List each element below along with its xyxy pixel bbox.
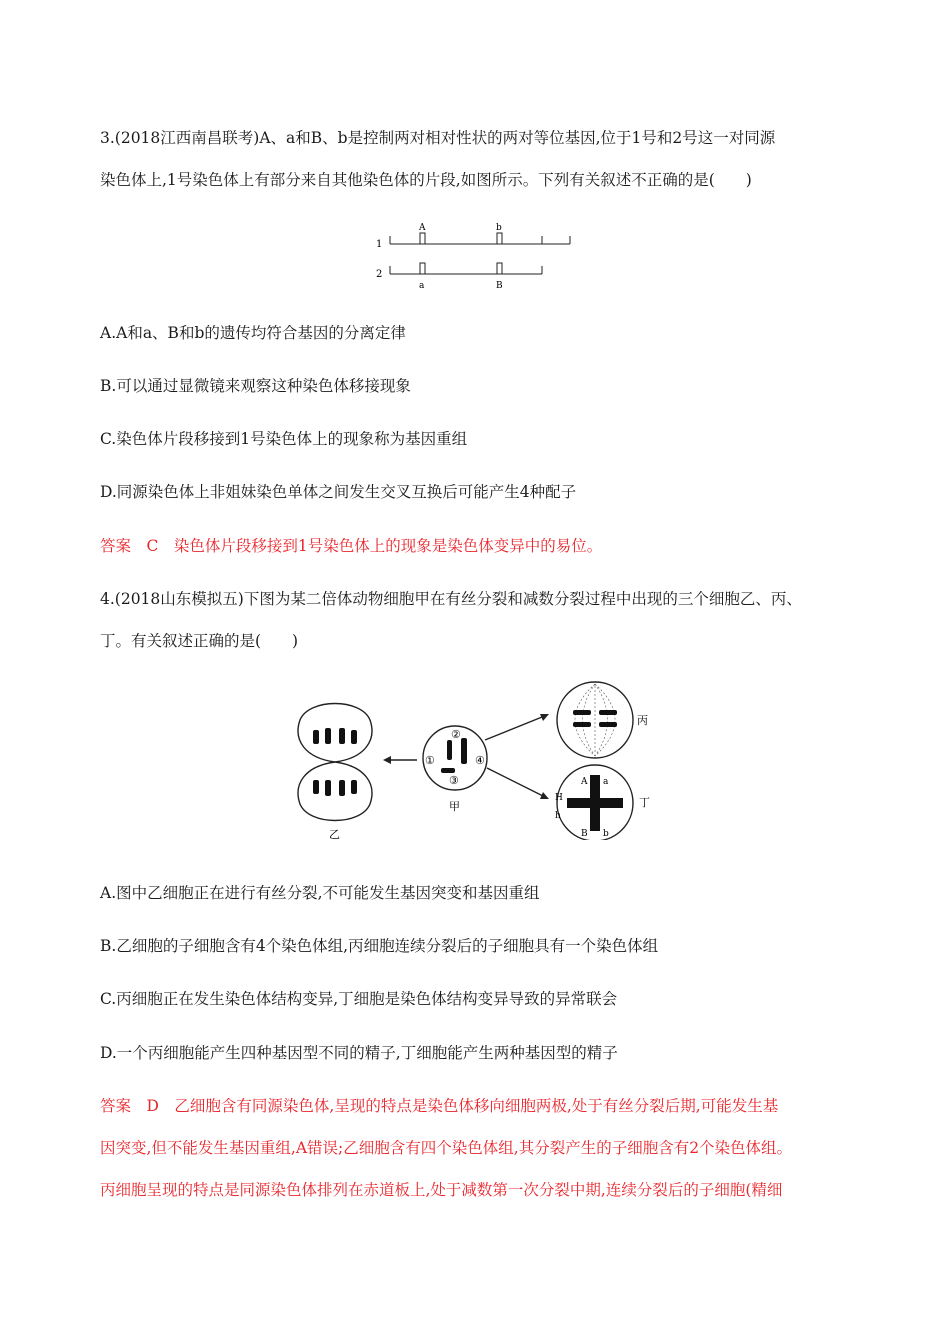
ding-gene-H: H [555,793,563,803]
ding-gene-a: a [603,777,609,787]
arrow-to-ding [487,768,547,798]
cell-yi-label: 乙 [329,828,340,840]
cell-bing-label: 丙 [637,714,648,727]
q4-answer-line2: 因突变,但不能发生基因重组,A错误;乙细胞含有四个染色体组,其分裂产生的子细胞含有2个染色体组。 [100,1139,793,1157]
chrom-number-3: ③ [449,774,459,787]
ding-gene-A: A [581,777,588,787]
q4-option-c: C.丙细胞正在发生染色体结构变异,丁细胞是染色体结构变异导致的异常联会 [100,990,618,1008]
ding-gene-B: B [581,829,588,839]
q4-answer-line1: 答案 D 乙细胞含有同源染色体,呈现的特点是染色体移向细胞两极,处于有丝分裂后期,可能发生基 [100,1097,779,1115]
gene-b-label: b [496,223,502,233]
chromosome-1-label: 1 [376,239,383,250]
q4-option-b: B.乙细胞的子细胞含有4个染色体组,丙细胞连续分裂后的子细胞具有一个染色体组 [100,937,659,955]
cell-ding-label: 丁 [639,796,650,809]
q4-option-d: D.一个丙细胞能产生四种基因型不同的精子,丁细胞能产生两种基因型的精子 [100,1044,618,1062]
q3-option-b: B.可以通过显微镜来观察这种染色体移接现象 [100,377,411,395]
chrom-number-1: ① [425,754,435,767]
q3-option-c: C.染色体片段移接到1号染色体上的现象称为基因重组 [100,430,468,448]
q4-stem-line2: 丁。有关叙述正确的是( ) [100,632,299,650]
q4-answer-line3: 丙细胞呈现的特点是同源染色体排列在赤道板上,处于减数第一次分裂中期,连续分裂后的子细胞(精细 [100,1181,783,1199]
q3-chromosome-figure [370,220,585,295]
q3-option-d: D.同源染色体上非姐妹染色单体之间发生交叉互换后可能产生4种配子 [100,483,577,501]
gene-A-label: A [419,223,426,233]
gene-B-label: B [496,281,503,291]
gene-a-label: a [419,281,425,291]
chrom-number-4: ④ [475,754,485,767]
cell-jia-label: 甲 [449,800,460,813]
arrow-to-bing [485,715,547,740]
cell-yi-outline [298,704,372,821]
ding-gene-h: h [555,811,561,821]
q4-cell-division-figure [285,680,665,840]
q3-option-a: A.A和a、B和b的遗传均符合基因的分离定律 [100,324,406,342]
chrom-number-2: ② [451,728,461,741]
ding-gene-b: b [603,829,609,839]
chromosome-2-label: 2 [376,269,383,280]
q3-answer: 答案 C 染色体片段移接到1号染色体上的现象是染色体变异中的易位。 [100,537,603,555]
q4-option-a: A.图中乙细胞正在进行有丝分裂,不可能发生基因突变和基因重组 [100,884,540,902]
q3-stem-line2: 染色体上,1号染色体上有部分来自其他染色体的片段,如图所示。下列有关叙述不正确的是( ) [100,171,752,189]
q4-stem-line1: 4.(2018山东模拟五)下图为某二倍体动物细胞甲在有丝分裂和减数分裂过程中出现的三个细胞乙、丙、 [100,590,802,608]
q3-stem-line1: 3.(2018江西南昌联考)A、a和B、b是控制两对相对性状的两对等位基因,位于1号和2号这一对同源 [100,129,776,147]
